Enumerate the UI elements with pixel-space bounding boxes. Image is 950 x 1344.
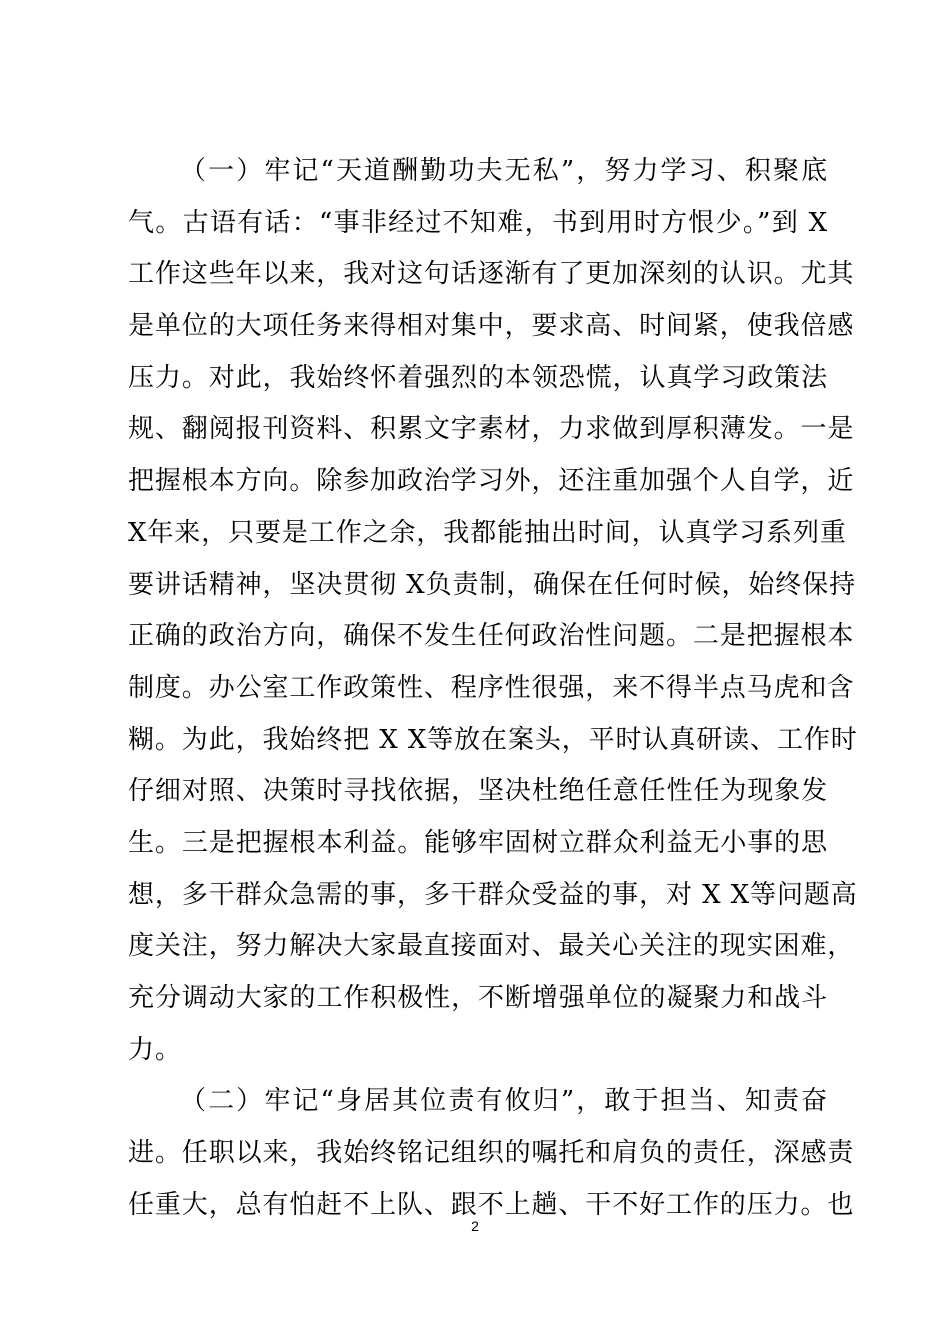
paragraph-2-line-2: 进。任职以来，我始终铭记组织的嘱托和肩负的责任，深感责 [128,1138,855,1169]
paragraph-1-line-2: 气。古语有话：“事非经过不知难，书到用时方恨少。”到 X [128,207,828,238]
paragraph-1-line-7: 把握根本方向。除参加政治学习外，还注重加强个人自学，近 [128,466,855,497]
paragraph-2-line-3: 任重大，总有怕赶不上队、跟不上趟、干不好工作的压力。也 [128,1189,855,1220]
page-number: 2 [471,1218,479,1234]
paragraph-1-line-15: 想，多干群众急需的事，多干群众受益的事，对 X X等问题高 [128,879,858,910]
document-body [128,146,858,1231]
paragraph-1-line-16: 度关注，努力解决大家最直接面对、最关心关注的现实困难， [128,931,855,962]
paragraph-1-line-9: 要讲话精神，坚决贯彻 X负责制，确保在任何时候，始终保持 [128,569,856,600]
paragraph-1-line-13: 仔细对照、决策时寻找依据，坚决杜绝任意任性任为现象发 [128,776,828,807]
paragraph-1-line-11: 制度。办公室工作政策性、程序性很强，来不得半点马虎和含 [128,672,855,703]
paragraph-1-line-6: 规、翻阅报刊资料、积累文字素材，力求做到厚积薄发。一是 [128,414,855,445]
paragraph-1-line-17: 充分调动大家的工作积极性，不断增强单位的凝聚力和战斗 [128,983,828,1013]
paragraph-2-line-1: （二）牢记“身居其位责有攸归”，敢于担当、知责奋 [180,1086,828,1117]
paragraph-1-line-5: 压力。对此，我始终怀着强烈的本领恐慌，认真学习政策法 [128,362,828,393]
paragraph-1-line-3: 工作这些年以来，我对这句话逐渐有了更加深刻的认识。尤其 [128,259,855,290]
paragraph-1-line-8: X年来，只要是工作之余，我都能抽出时间，认真学习系列重 [128,517,847,548]
paragraph-1-line-4: 是单位的大项任务来得相对集中，要求高、时间紧，使我倍感 [128,311,855,342]
paragraph-1-line-1: （一）牢记“天道酬勤功夫无私”，努力学习、积聚底 [180,156,828,186]
paragraph-1-line-14: 生。三是把握根本利益。能够牢固树立群众利益无小事的思 [128,827,828,858]
paragraph-1-line-10: 正确的政治方向，确保不发生任何政治性问题。二是把握根本 [128,621,855,652]
paragraph-1-line-18: 力。 [128,1034,182,1065]
paragraph-1-line-12: 糊。为此，我始终把 X X等放在案头，平时认真研读、工作时 [128,724,858,755]
